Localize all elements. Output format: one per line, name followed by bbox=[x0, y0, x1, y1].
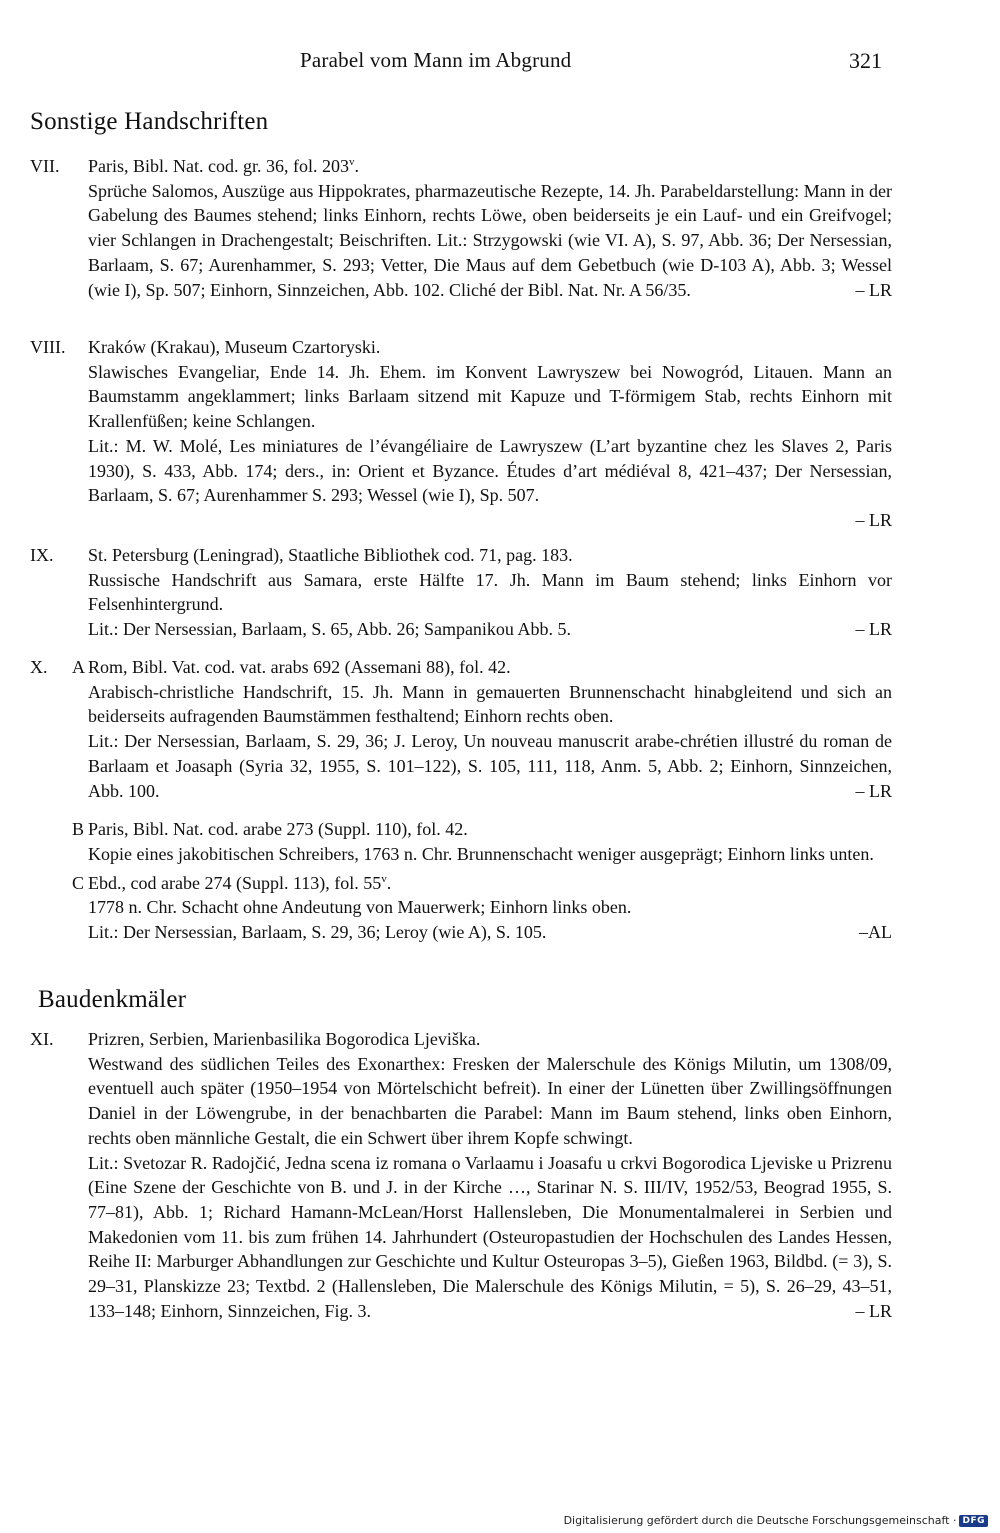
entry-literature: Lit.: Der Nersessian, Barlaam, S. 65, Abb. 26; Sampanikou Abb. 5. bbox=[88, 619, 571, 640]
entry-literature-a: Lit.: Der Nersessian, Barlaam, S. 29, 36; J. Leroy, Un nouveau manuscrit arabe-chrétien illustré du roman de Barlaam et Joasaph (Syria 32, 1955, S. 101–122), S. 105, 111, 118, Anm. 5, Abb. 2; Einhorn, Sinnzeichen, Abb. 100. bbox=[88, 731, 892, 801]
entry-x: X. A Rom, Bibl. Vat. cod. vat. arabs 692 (Assemani 88), fol. 42. Arabisch-christliche Handschrift, 15. Jh. Mann in gemauerten Brunnenschacht hinabgleitend und sich an beiderseits aufragenden Baumstämmen festhaltend; Einhorn rechts oben. Lit.: Der Nersessian, Barlaam, S. 29, 36; J. Leroy, Un nouveau manuscrit arabe-chrétien illustré du roman de Barlaam et Joasaph (Syria 32, 1955, S. 101–122), S. 105, 111, 118, Anm. 5, Abb. 2; Einhorn, Sinnzeichen, Abb. 100. – LR B Paris, Bibl. Nat. cod. arabe 273 (Suppl. 110), fol. 42. Kopie eines jakobitischen Schreibers, 1763 n. Chr. Brunnenschacht weniger ausgeprägt; Einhorn links unten. C Ebd., cod arabe 274 (Suppl. 113), fol. 55$^v$. 1778 n. Chr. Schacht ohne Andeutung von Mauerwerk; Einhorn links oben. Lit.: Der Nersessian, Barlaam, S. 29, 36; Leroy (wie A), S. 105. –AL bbox=[30, 655, 892, 945]
entry-number: XI. bbox=[30, 1029, 54, 1049]
entry-letter-a: A bbox=[72, 657, 85, 677]
author-initials: – LR bbox=[855, 279, 892, 300]
entry-title-b: Paris, Bibl. Nat. cod. arabe 273 (Suppl. 110), fol. 42. bbox=[88, 819, 468, 840]
entry-number: X. bbox=[30, 657, 48, 677]
entry-title: St. Petersburg (Leningrad), Staatliche Bibliothek cod. 71, pag. 183. bbox=[88, 545, 573, 565]
footer-text: Digitalisierung gefördert durch die Deutsche Forschungsgemeinschaft · bbox=[563, 1514, 957, 1527]
running-title: Parabel vom Mann im Abgrund bbox=[300, 48, 572, 72]
author-initials: – LR bbox=[855, 509, 892, 530]
author-initials: – LR bbox=[855, 619, 892, 640]
entry-number: IX. bbox=[30, 545, 54, 565]
entry-ix bbox=[30, 543, 892, 642]
entry-description: Westwand des südlichen Teiles des Exonarthex: Fresken der Malerschule des Königs Milutin, um 1308/09, eventuell auch später (1950–1954 von Mörtelschicht befreit). In einer der Lünetten über Zwillingsöffnungen Daniel in der Löwengrube, in der benachbarten die Parabel: Mann im Baum stehend, links oben Einhorn, rechts oben männliche Gestalt, die ein Schwert über ihrem Kopfe schwingt. bbox=[88, 1053, 892, 1148]
digitization-footer bbox=[564, 1514, 988, 1527]
entry-letter-c: C bbox=[72, 872, 85, 893]
dfg-logo: DFG bbox=[959, 1515, 988, 1527]
entry-title-a: Rom, Bibl. Vat. cod. vat. arabs 692 (Assemani 88), fol. 42. bbox=[88, 657, 511, 677]
entry-xi bbox=[30, 1027, 892, 1323]
entry-viii bbox=[30, 335, 892, 533]
entry-title: Kraków (Krakau), Museum Czartoryski. bbox=[88, 337, 381, 357]
entry-description: Slawisches Evangeliar, Ende 14. Jh. Ehem. im Konvent Lawryszew bei Nowogród, Litauen. Mann an Baumstamm angeklammert; links Barlaam sitzend mit Kapuze und T-förmigem Stab, rechts Einhorn mit Krallenfüßen; keine Schlangen. bbox=[88, 361, 892, 432]
verso-mark: v bbox=[381, 872, 387, 885]
entry-description-c: 1778 n. Chr. Schacht ohne Andeutung von Mauerwerk; Einhorn links oben. bbox=[88, 897, 632, 918]
entry-literature: Lit.: M. W. Molé, Les miniatures de l’évangéliaire de Lawryszew (L’art byzantine chez les Slaves 2, Paris 1930), S. 433, Abb. 174; ders., in: Orient et Byzance. Études d’art médiéval 8, 421–437; Der Nersessian, Barlaam, S. 67; Aurenhammer S. 293; Wessel (wie I), Sp. 507. bbox=[88, 435, 892, 506]
entry-title-c: Ebd., cod arabe 274 (Suppl. 113), fol. 55 bbox=[88, 872, 382, 893]
section-heading-monuments: Baudenkmäler bbox=[38, 986, 187, 1013]
section-heading-manuscripts: Sonstige Handschriften bbox=[30, 108, 269, 135]
entry-literature-c: Lit.: Der Nersessian, Barlaam, S. 29, 36; Leroy (wie A), S. 105. bbox=[88, 922, 547, 943]
entry-literature: Lit.: Svetozar R. Radojčić, Jedna scena iz romana o Varlaamu i Joasafu u crkvi Bogorodica Ljeviske u Prizrenu (Eine Szene der Geschichte von B. und J. in der Kirche …, Starinar N. S. III/IV, 1952/53, Beograd 1955, S. 77–81), Abb. 1; Richard Hamann-McLean/Horst Hallensleben, Die Monumentalmalerei in Serbien und Makedonien vom 11. bis zum frühen 14. Jahrhundert (Osteuropastudien der Hochschulen des Landes Hessen, Reihe II: Marburger Abhandlungen zur Geschichte und Kultur Osteuropas 3–5), Gießen 1963, Bildbd. (= 3), S. 29–31, Planskizze 23; Textbd. 2 (Hallensleben, Die Malerschule des Königs Milutin, = 5), S. 26–29, 43–51, 133–148; Einhorn, Sinnzeichen, Fig. 3. bbox=[88, 1152, 892, 1321]
entry-number: VIII. bbox=[30, 337, 66, 357]
entry-title: Prizren, Serbien, Marienbasilika Bogorodica Ljeviška. bbox=[88, 1029, 481, 1049]
entry-description: Russische Handschrift aus Samara, erste Hälfte 17. Jh. Mann im Baum stehend; links Einhorn vor Felsenhintergrund. bbox=[88, 569, 892, 615]
author-initials: – LR bbox=[855, 1300, 892, 1321]
entry-vii: VII. Paris, Bibl. Nat. cod. gr. 36, fol. 203$^v$. Sprüche Salomos, Auszüge aus Hippokrates, pharmazeutische Rezepte, 14. Jh. Parabeldarstellung: Mann in der Gabelung des Baumes stehend; links Einhorn, rechts Löwe, oben beiderseits je ein Lauf- und ein Greifvogel; vier Schlangen in Drachengestalt; Beischriften. Lit.: Strzygowski (wie VI. A), S. 97, Abb. 36; Der Nersessian, Barlaam, S. 67; Aurenhammer, S. 293; Vetter, Die Maus auf dem Gebetbuch (wie D-103 A), Abb. 3; Wessel (wie I), Sp. 507; Einhorn, Sinnzeichen, Abb. 102. Cliché der Bibl. Nat. Nr. A 56/35. – LR bbox=[30, 150, 892, 302]
verso-mark: v bbox=[348, 156, 355, 168]
page-number: 321 bbox=[849, 48, 882, 73]
entry-letter-b: B bbox=[72, 819, 85, 840]
running-head bbox=[0, 44, 1000, 78]
entry-description-a: Arabisch-christliche Handschrift, 15. Jh. Mann in gemauerten Brunnenschacht hinabgleitend und sich an beiderseits aufragenden Baumstämmen festhaltend; Einhorn rechts oben. bbox=[88, 681, 892, 727]
entry-title: Paris, Bibl. Nat. cod. gr. 36, fol. 203 bbox=[88, 156, 349, 176]
author-initials: –AL bbox=[859, 922, 892, 943]
entry-description: Sprüche Salomos, Auszüge aus Hippokrates, pharmazeutische Rezepte, 14. Jh. Parabeldarstellung: Mann in der Gabelung des Baumes stehend; links Einhorn, rechts Löwe, oben beiderseits je ein Lauf- und ein Greifvogel; vier Schlangen in Drachengestalt; Beischriften. Lit.: Strzygowski (wie VI. A), S. 97, Abb. 36; Der Nersessian, Barlaam, S. 67; Aurenhammer, S. 293; Vetter, Die Maus auf dem Gebetbuch (wie D-103 A), Abb. 3; Wessel (wie I), Sp. 507; Einhorn, Sinnzeichen, Abb. 102. Cliché der Bibl. Nat. Nr. A 56/35. bbox=[88, 180, 892, 300]
entry-description-b: Kopie eines jakobitischen Schreibers, 1763 n. Chr. Brunnenschacht weniger ausgeprägt; Einhorn links unten. bbox=[88, 843, 874, 864]
author-initials: – LR bbox=[855, 780, 892, 801]
entry-number: VII. bbox=[30, 156, 60, 176]
